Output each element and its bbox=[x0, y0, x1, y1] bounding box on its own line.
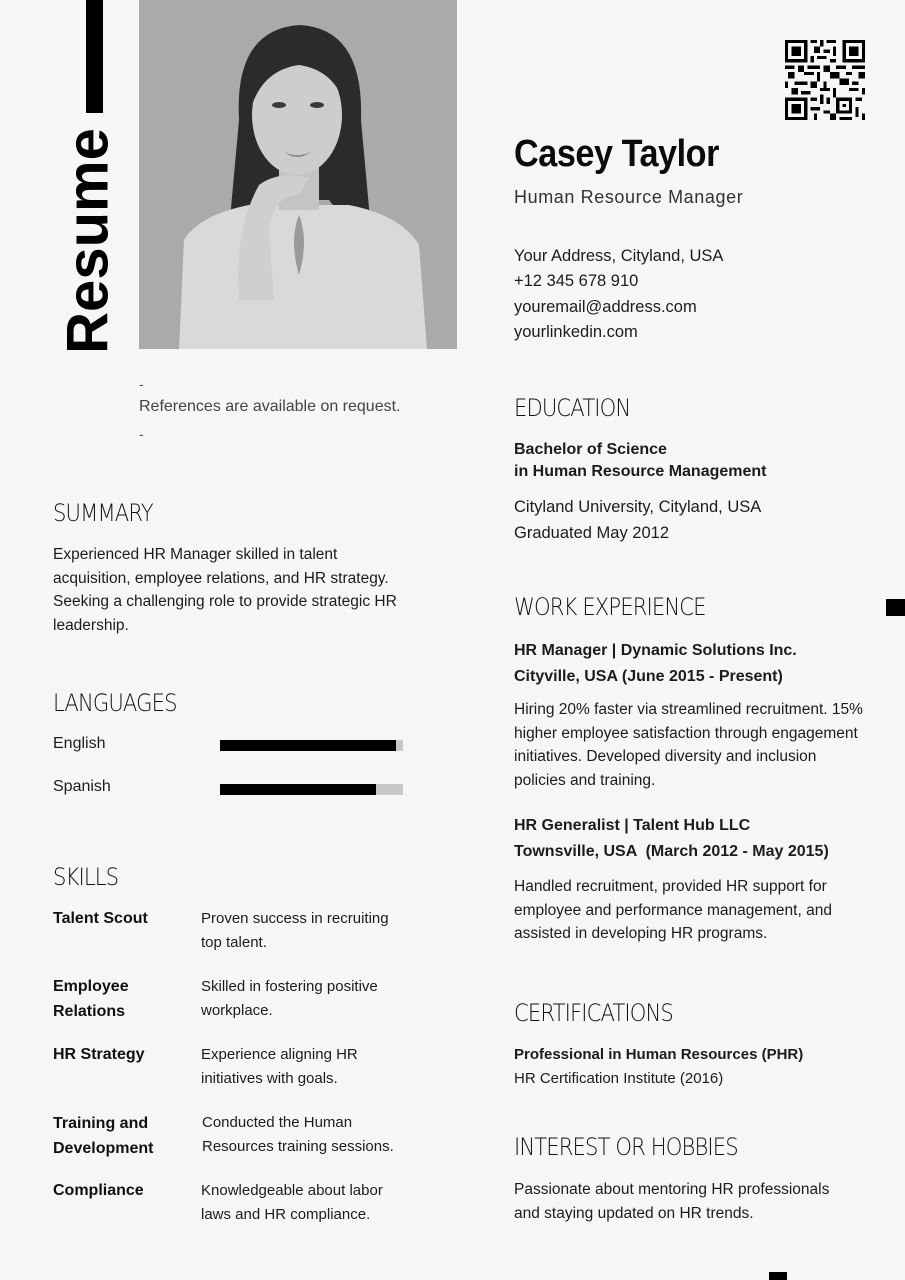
candidate-name: Casey Taylor bbox=[514, 133, 719, 175]
education-heading: EDUCATION bbox=[514, 394, 631, 422]
skill-name: Compliance bbox=[53, 1182, 144, 1199]
qr-code-icon bbox=[785, 40, 865, 120]
hobbies-heading: INTEREST OR HOBBIES bbox=[514, 1133, 738, 1161]
language-spanish-level-bar bbox=[220, 784, 403, 795]
skills-heading: SKILLS bbox=[53, 863, 119, 891]
skill-name: HR Strategy bbox=[53, 1046, 145, 1063]
language-spanish-label: Spanish bbox=[53, 778, 111, 795]
portrait-image-icon bbox=[139, 0, 457, 349]
skill-description: Experience aligning HR initiatives with goals. bbox=[201, 1046, 358, 1087]
references-note: References are available on request. bbox=[139, 398, 401, 415]
language-english-label: English bbox=[53, 735, 106, 752]
skill-name: Training and Development bbox=[53, 1115, 154, 1157]
job-description: Hiring 20% faster via streamlined recruitment. 15% higher employee satisfaction through engagement initiatives. Developed diversity and inclusion policies and training. bbox=[514, 701, 863, 789]
skill-name: Employee Relations bbox=[53, 978, 129, 1020]
contact-address: Your Address, Cityland, USA bbox=[514, 247, 724, 265]
education-degree: Bachelor of Science in Human Resource Management bbox=[514, 441, 767, 480]
work-experience-heading: WORK EXPERIENCE bbox=[514, 593, 706, 621]
summary-heading: SUMMARY bbox=[53, 499, 153, 527]
references-dash-bottom: - bbox=[139, 426, 144, 442]
references-dash-top: - bbox=[139, 376, 144, 392]
language-english-level-bar bbox=[220, 740, 403, 751]
profile-photo bbox=[139, 0, 457, 349]
skill-description: Skilled in fostering positive workplace. bbox=[201, 978, 378, 1019]
summary-text: Experienced HR Manager skilled in talent acquisition, employee relations, and HR strategy. Seeking a challenging role to provide strategic HR leadership. bbox=[53, 546, 397, 634]
certifications-heading: CERTIFICATIONS bbox=[514, 999, 673, 1027]
contact-linkedin[interactable]: yourlinkedin.com bbox=[514, 323, 638, 341]
skill-description: Conducted the Human Resources training sessions. bbox=[202, 1114, 394, 1155]
job-description: Handled recruitment, provided HR support for employee and performance management, and assisted in developing HR programs. bbox=[514, 878, 832, 942]
skill-name: Talent Scout bbox=[53, 910, 148, 927]
decorative-vertical-bar bbox=[86, 0, 103, 113]
certification-item: Professional in Human Resources (PHR) HR Certification Institute (2016) bbox=[514, 1046, 804, 1087]
vertical-resume-title: Resume bbox=[55, 128, 121, 354]
decorative-square-right bbox=[886, 599, 905, 616]
hobbies-text: Passionate about mentoring HR professionals and staying updated on HR trends. bbox=[514, 1181, 830, 1222]
skill-description: Proven success in recruiting top talent. bbox=[201, 910, 389, 951]
candidate-role: Human Resource Manager bbox=[514, 187, 744, 207]
job-header: HR Generalist | Talent Hub LLC Townsville, USA (March 2012 - May 2015) bbox=[514, 817, 829, 860]
skill-description: Knowledgeable about labor laws and HR compliance. bbox=[201, 1182, 383, 1223]
languages-heading: LANGUAGES bbox=[53, 689, 177, 717]
job-header: HR Manager | Dynamic Solutions Inc. Cityville, USA (June 2015 - Present) bbox=[514, 642, 797, 685]
decorative-square-bottom bbox=[769, 1272, 787, 1280]
language-spanish-level-fill bbox=[220, 784, 376, 795]
education-school-info: Cityland University, Cityland, USA Graduated May 2012 bbox=[514, 498, 762, 542]
contact-email[interactable]: youremail@address.com bbox=[514, 298, 697, 316]
language-english-level-fill bbox=[220, 740, 396, 751]
contact-phone: +12 345 678 910 bbox=[514, 272, 639, 290]
